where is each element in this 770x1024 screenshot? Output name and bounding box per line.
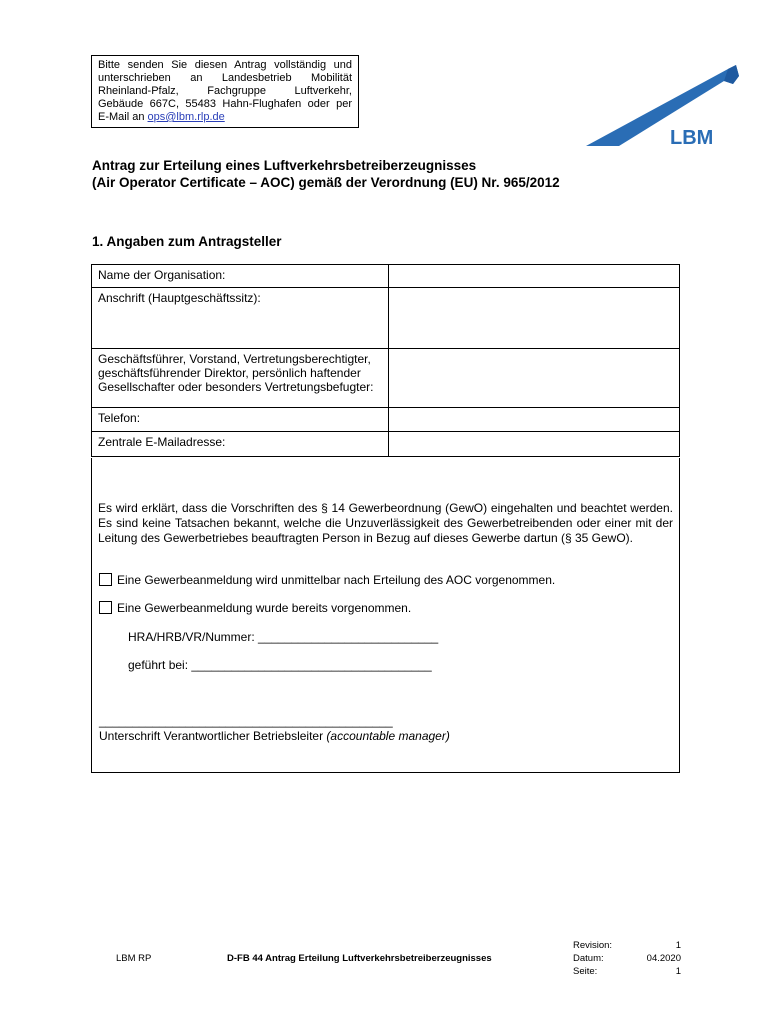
notice-email-line (98, 111, 352, 124)
signature-line[interactable]: ____________________________________________ (99, 714, 393, 728)
option-2-label: Eine Gewerbeanmeldung wurde bereits vorgenommen. (117, 601, 412, 615)
email-link[interactable]: ops@lbm.rlp.de (147, 111, 225, 123)
notice-line: Bitte senden Sie diesen Antrag vollständig und (98, 59, 352, 71)
option-2 (99, 601, 411, 615)
phone-field[interactable] (389, 408, 680, 432)
form-row (92, 349, 680, 408)
form-row (92, 265, 680, 288)
organisation-name-field[interactable] (389, 265, 680, 288)
field-label: Geschäftsführer, Vorstand, Vertretungsberechtigter, geschäftsführender Direktor, persönlich haftender Gesellschafter oder besonders Vertretungsbefugter: (92, 349, 389, 408)
lbm-logo (578, 62, 740, 148)
address-field[interactable] (389, 288, 680, 349)
revision-label: Revision: (573, 940, 613, 951)
notice-line: Gebäude 667C, 55483 Hahn-Flughafen oder per (98, 98, 352, 110)
revision-value: 1 (675, 940, 681, 951)
datum-label: Datum: (573, 953, 604, 964)
notice-line: unterschrieben an Landesbetrieb Mobilität (98, 72, 352, 84)
signature-label-italic: (accountable manager) (326, 729, 450, 743)
lbm-arrow-logo-icon (578, 62, 740, 148)
email-prefix: E-Mail an (98, 111, 148, 123)
title-line-2: (Air Operator Certificate – AOC) gemäß der Verordnung (EU) Nr. 965/2012 (92, 175, 560, 190)
option-1-label: Eine Gewerbeanmeldung wird unmittelbar nach Erteilung des AOC vorgenommen. (117, 573, 556, 587)
footer-document-name: D-FB 44 Antrag Erteilung Luftverkehrsbetreiberzeugnisses (227, 953, 492, 964)
title-line-1: Antrag zur Erteilung eines Luftverkehrsbetreiberzeugnisses (92, 158, 477, 173)
management-field[interactable] (389, 349, 680, 408)
page-title (92, 157, 560, 191)
form-row (92, 288, 680, 349)
field-label: Telefon: (92, 408, 389, 432)
hra-line[interactable]: HRA/HRB/VR/Nummer: ___________________________ (128, 630, 439, 644)
field-label: Anschrift (Hauptgeschäftssitz): (92, 288, 389, 349)
datum-value: 04.2020 (646, 953, 681, 964)
applicant-form (91, 264, 680, 457)
signature-label-text: Unterschrift Verantwortlicher Betriebsleiter (99, 729, 327, 743)
logo-text: LBM (670, 127, 714, 148)
seite-label: Seite: (573, 966, 598, 977)
option-1 (99, 573, 555, 587)
footer-left: LBM RP (116, 953, 152, 964)
declaration-text: Es wird erklärt, dass die Vorschriften des § 14 Gewerbeordnung (GewO) eingehalten und beachtet werden. Es sind keine Tatsachen bekannt, welche die Unzuverlässigkeit des Gewerbetreibenden oder einer mit der Leitung des Gewerbetriebes beauftragten Person in Bezug auf dieses Gewerbe dartun (§ 35 GewO). (98, 501, 673, 545)
gefuehrt-bei-line[interactable]: geführt bei: ____________________________________ (128, 658, 432, 672)
notice-line: Rheinland-Pfalz, Fachgruppe Luftverkehr, (98, 85, 352, 97)
option-1-checkbox[interactable] (99, 573, 112, 586)
form-row (92, 408, 680, 432)
section-heading: 1. Angaben zum Antragsteller (92, 234, 282, 249)
signature-label (99, 729, 450, 743)
field-label: Zentrale E-Mailadresse: (92, 432, 389, 457)
field-label: Name der Organisation: (92, 265, 389, 288)
notice-box (91, 55, 359, 128)
seite-value: 1 (675, 966, 681, 977)
option-2-checkbox[interactable] (99, 601, 112, 614)
email-field[interactable] (389, 432, 680, 457)
form-row (92, 432, 680, 457)
